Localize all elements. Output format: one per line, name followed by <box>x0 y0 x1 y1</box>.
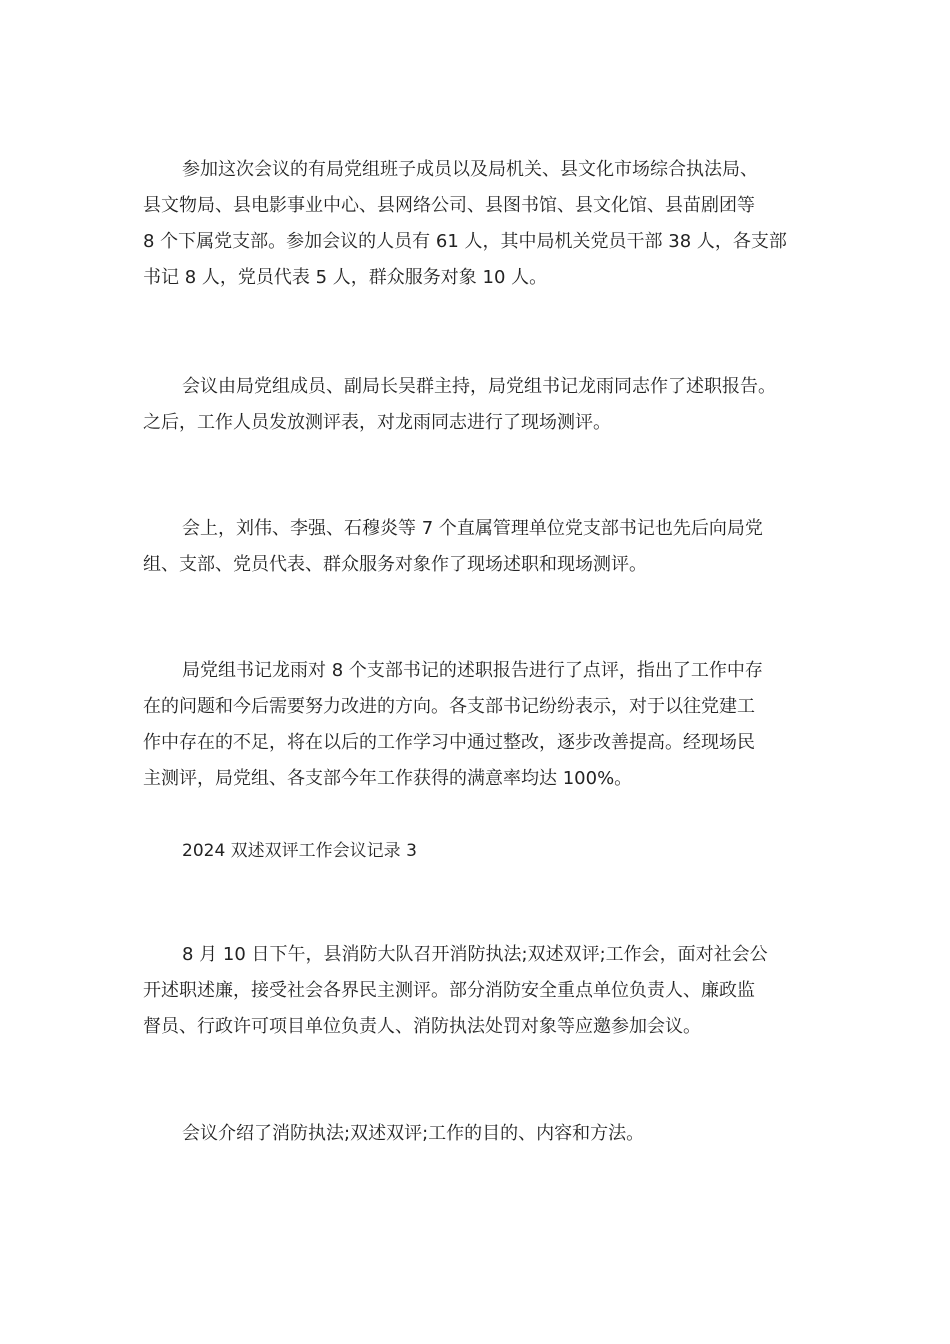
text-line: 书记 8 人，党员代表 5 人，群众服务对象 10 人。 <box>143 267 548 288</box>
section-heading: 2024 双述双评工作会议记录 3 <box>182 841 417 861</box>
text-line: 督员、行政许可项目单位负责人、消防执法处罚对象等应邀参加会议。 <box>143 1016 701 1037</box>
text-line: 之后，工作人员发放测评表，对龙雨同志进行了现场测评。 <box>143 412 611 433</box>
paragraph-review <box>143 653 823 797</box>
paragraph-secretaries <box>143 511 823 583</box>
paragraph-host <box>143 369 823 441</box>
text-line: 参加这次会议的有局党组班子成员以及局机关、县文化市场综合执法局、 <box>182 159 758 180</box>
text-line: 作中存在的不足，将在以后的工作学习中通过整改，逐步改善提高。经现场民 <box>143 732 755 753</box>
text-line: 在的问题和今后需要努力改进的方向。各支部书记纷纷表示，对于以往党建工 <box>143 696 755 717</box>
paragraph-fire-intro <box>143 1116 823 1152</box>
text-line: 8 月 10 日下午，县消防大队召开消防执法;双述双评;工作会，面对社会公 <box>182 944 768 965</box>
text-line: 主测评，局党组、各支部今年工作获得的满意率均达 100%。 <box>143 768 633 789</box>
text-line: 会议介绍了消防执法;双述双评;工作的目的、内容和方法。 <box>182 1123 645 1144</box>
text-line: 组、支部、党员代表、群众服务对象作了现场述职和现场测评。 <box>143 554 647 575</box>
text-line: 会议由局党组成员、副局长吴群主持，局党组书记龙雨同志作了述职报告。 <box>182 376 776 397</box>
text-line: 县文物局、县电影事业中心、县网络公司、县图书馆、县文化馆、县苗剧团等 <box>143 195 755 216</box>
text-line: 开述职述廉，接受社会各界民主测评。部分消防安全重点单位负责人、廉政监 <box>143 980 755 1001</box>
text-line: 局党组书记龙雨对 8 个支部书记的述职报告进行了点评，指出了工作中存 <box>182 660 763 681</box>
paragraph-fire-meeting <box>143 937 823 1045</box>
text-line: 8 个下属党支部。参加会议的人员有 61 人，其中局机关党员干部 38 人，各支部 <box>143 231 787 252</box>
paragraph-attendees <box>143 152 823 296</box>
text-line: 会上，刘伟、李强、石穆炎等 7 个直属管理单位党支部书记也先后向局党 <box>182 518 763 539</box>
